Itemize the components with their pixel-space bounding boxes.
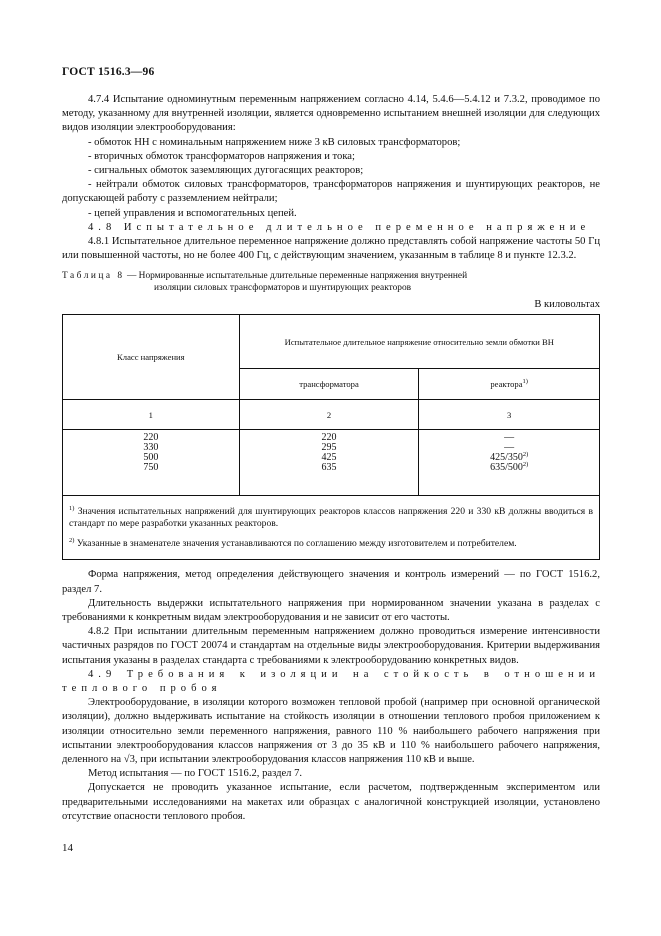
col1-header: Класс напряжения (63, 315, 240, 400)
table-cell: 750 (143, 461, 159, 473)
table-caption-label: Таблица 8 (62, 271, 125, 282)
col3-header-note: 1) (522, 378, 528, 386)
footnote-text: Указанные в знаменателе значения устанавливаются по соглашению между изготовителем и потребителем. (76, 538, 517, 550)
list-item: - вторичных обмоток трансформаторов напряжения и тока; (88, 150, 355, 162)
group-header: Испытательное длительное напряжение относительно земли обмотки ВН (239, 315, 599, 369)
footnote-mark: 1) (69, 505, 75, 513)
table-cell: 220 (143, 432, 159, 444)
page-number: 14 (62, 842, 73, 854)
paragraph-4-7-4: 4.7.4 Испытание одноминутным переменным напряжением согласно 4.14, 5.4.6—5.4.12 и 7.3.2, проводимое по методу, указанному для внутренней изоляции, является одновременно испытанием внешней изоляции для следующих видов изоляции электрооборудования: (62, 94, 600, 134)
col-number: 1 (63, 400, 240, 430)
list-item: - сигнальных обмоток заземляющих дугогасящих реакторов; (88, 165, 364, 177)
footnote (69, 506, 593, 530)
cell-main: — (504, 442, 515, 454)
paragraph: Метод испытания — по ГОСТ 1516.2, раздел 7. (88, 768, 303, 780)
footnote-text: Значения испытательных напряжений для шунтирующих реакторов классов напряжения 220 и 330 кВ должны вводиться в стандарт по мере разработки указанных реакторов. (69, 506, 593, 530)
cell-note: 2) (522, 451, 529, 459)
cell-main: — (504, 432, 515, 444)
col3-header-text: реактора (490, 379, 523, 390)
document-header: ГОСТ 1516.3—96 (62, 66, 155, 78)
col3-header (419, 369, 600, 400)
paragraph-4-8-2: 4.8.2 При испытании длительным переменным напряжением должно проводиться измерение интенсивности частичных разрядов по ГОСТ 20074 и стандартам на отдельные виды электрооборудования. Критерии выдерживания испытания указаны в разделах стандарта с требованиями к электрооборудованию конкретных видов. (62, 626, 600, 666)
table-cell (419, 460, 599, 473)
col-number: 2 (239, 400, 419, 430)
col2-header: трансформатора (239, 369, 419, 400)
footnote (69, 538, 593, 550)
list-item: - обмоток НН с номинальным напряжением ниже 3 кВ силовых трансформаторов; (88, 136, 461, 148)
after-table (62, 568, 600, 824)
paragraph: Длительность выдержки испытательного напряжения при нормированном значении указана в разделах с требованиями к конкретным видам электрооборудования и не зависит от его частоты. (62, 597, 600, 624)
sqrt-three: √3 (123, 754, 135, 766)
text-part: , при испытании электрооборудования классов напряжения 110 кВ и выше. (134, 754, 475, 766)
table-cell: 295 (321, 442, 337, 454)
table-units: В киловольтах (534, 299, 600, 311)
footnote-mark: 2) (69, 537, 75, 545)
table-caption-line2: изоляции силовых трансформаторов и шунтирующих реакторов (154, 282, 412, 293)
paragraph: Форма напряжения, метод определения действующего значения и контроль измерений — по ГОСТ 1516.2, раздел 7. (62, 569, 600, 595)
col1-values (63, 430, 240, 496)
list-item: - цепей управления и вспомогательных цепей. (88, 207, 297, 219)
paragraph: Допускается не проводить указанное испытание, если расчетом, подтвержденным экспериментом или предварительными исследованиями на макетах или образцах с аналогичной конструкцией изоляции, установлено отсутствие опасности теплового пробоя. (62, 782, 600, 822)
table-cell: 330 (143, 442, 159, 454)
paragraph-thermal-breakdown (62, 696, 600, 767)
table-cell: 635 (321, 461, 337, 473)
col3-values (419, 430, 600, 496)
table-cell: 425 (321, 452, 337, 464)
section-heading-4-9: 4.9 Требования к изоляции на стойкость в отношении теплового пробоя (62, 668, 600, 695)
section-heading-4-8: 4.8 Испытательное длительное переменное напряжение (88, 221, 591, 233)
table-cell: 220 (321, 432, 337, 444)
col2-values (239, 430, 419, 496)
cell-main: 635/500 (490, 461, 523, 473)
table-cell: 500 (143, 452, 159, 464)
voltage-table (62, 314, 600, 496)
cell-note: 2) (522, 460, 529, 468)
list-item: - нейтрали обмоток силовых трансформаторов, трансформаторов напряжения и шунтирующих реакторов, не допускающей работу с разземлением нейтрали; (62, 179, 600, 205)
col-number: 3 (419, 400, 600, 430)
cell-main: 425/350 (490, 452, 523, 464)
table-caption-line1: — Нормированные испытательные длительные переменные напряжения внутренней (124, 271, 468, 282)
text-part: Электрооборудование, в изоляции которого возможен тепловой пробой (например при основной органической изоляции), должно выдерживать испытание на стойкость изоляции в отношении теплового пробоя приложением к изоляции относительно земли переменного напряжения, равного 110 % наибольшего рабочего напряжения при испытании электрооборудования классов напряжения от 3 до 35 кВ и 110 % наибольшего рабочего напряжения, деленного на (62, 697, 600, 766)
document-body (62, 93, 600, 824)
table-footnotes (62, 496, 600, 560)
table-caption (62, 271, 600, 294)
paragraph-4-8-1: 4.8.1 Испытательное длительное переменное напряжение должно представлять собой напряжение частоты 50 Гц или повышенной частоты, но не более 400 Гц, с действующим значением, указанным в таблице 8 и пункте 12.3.2. (62, 236, 600, 262)
